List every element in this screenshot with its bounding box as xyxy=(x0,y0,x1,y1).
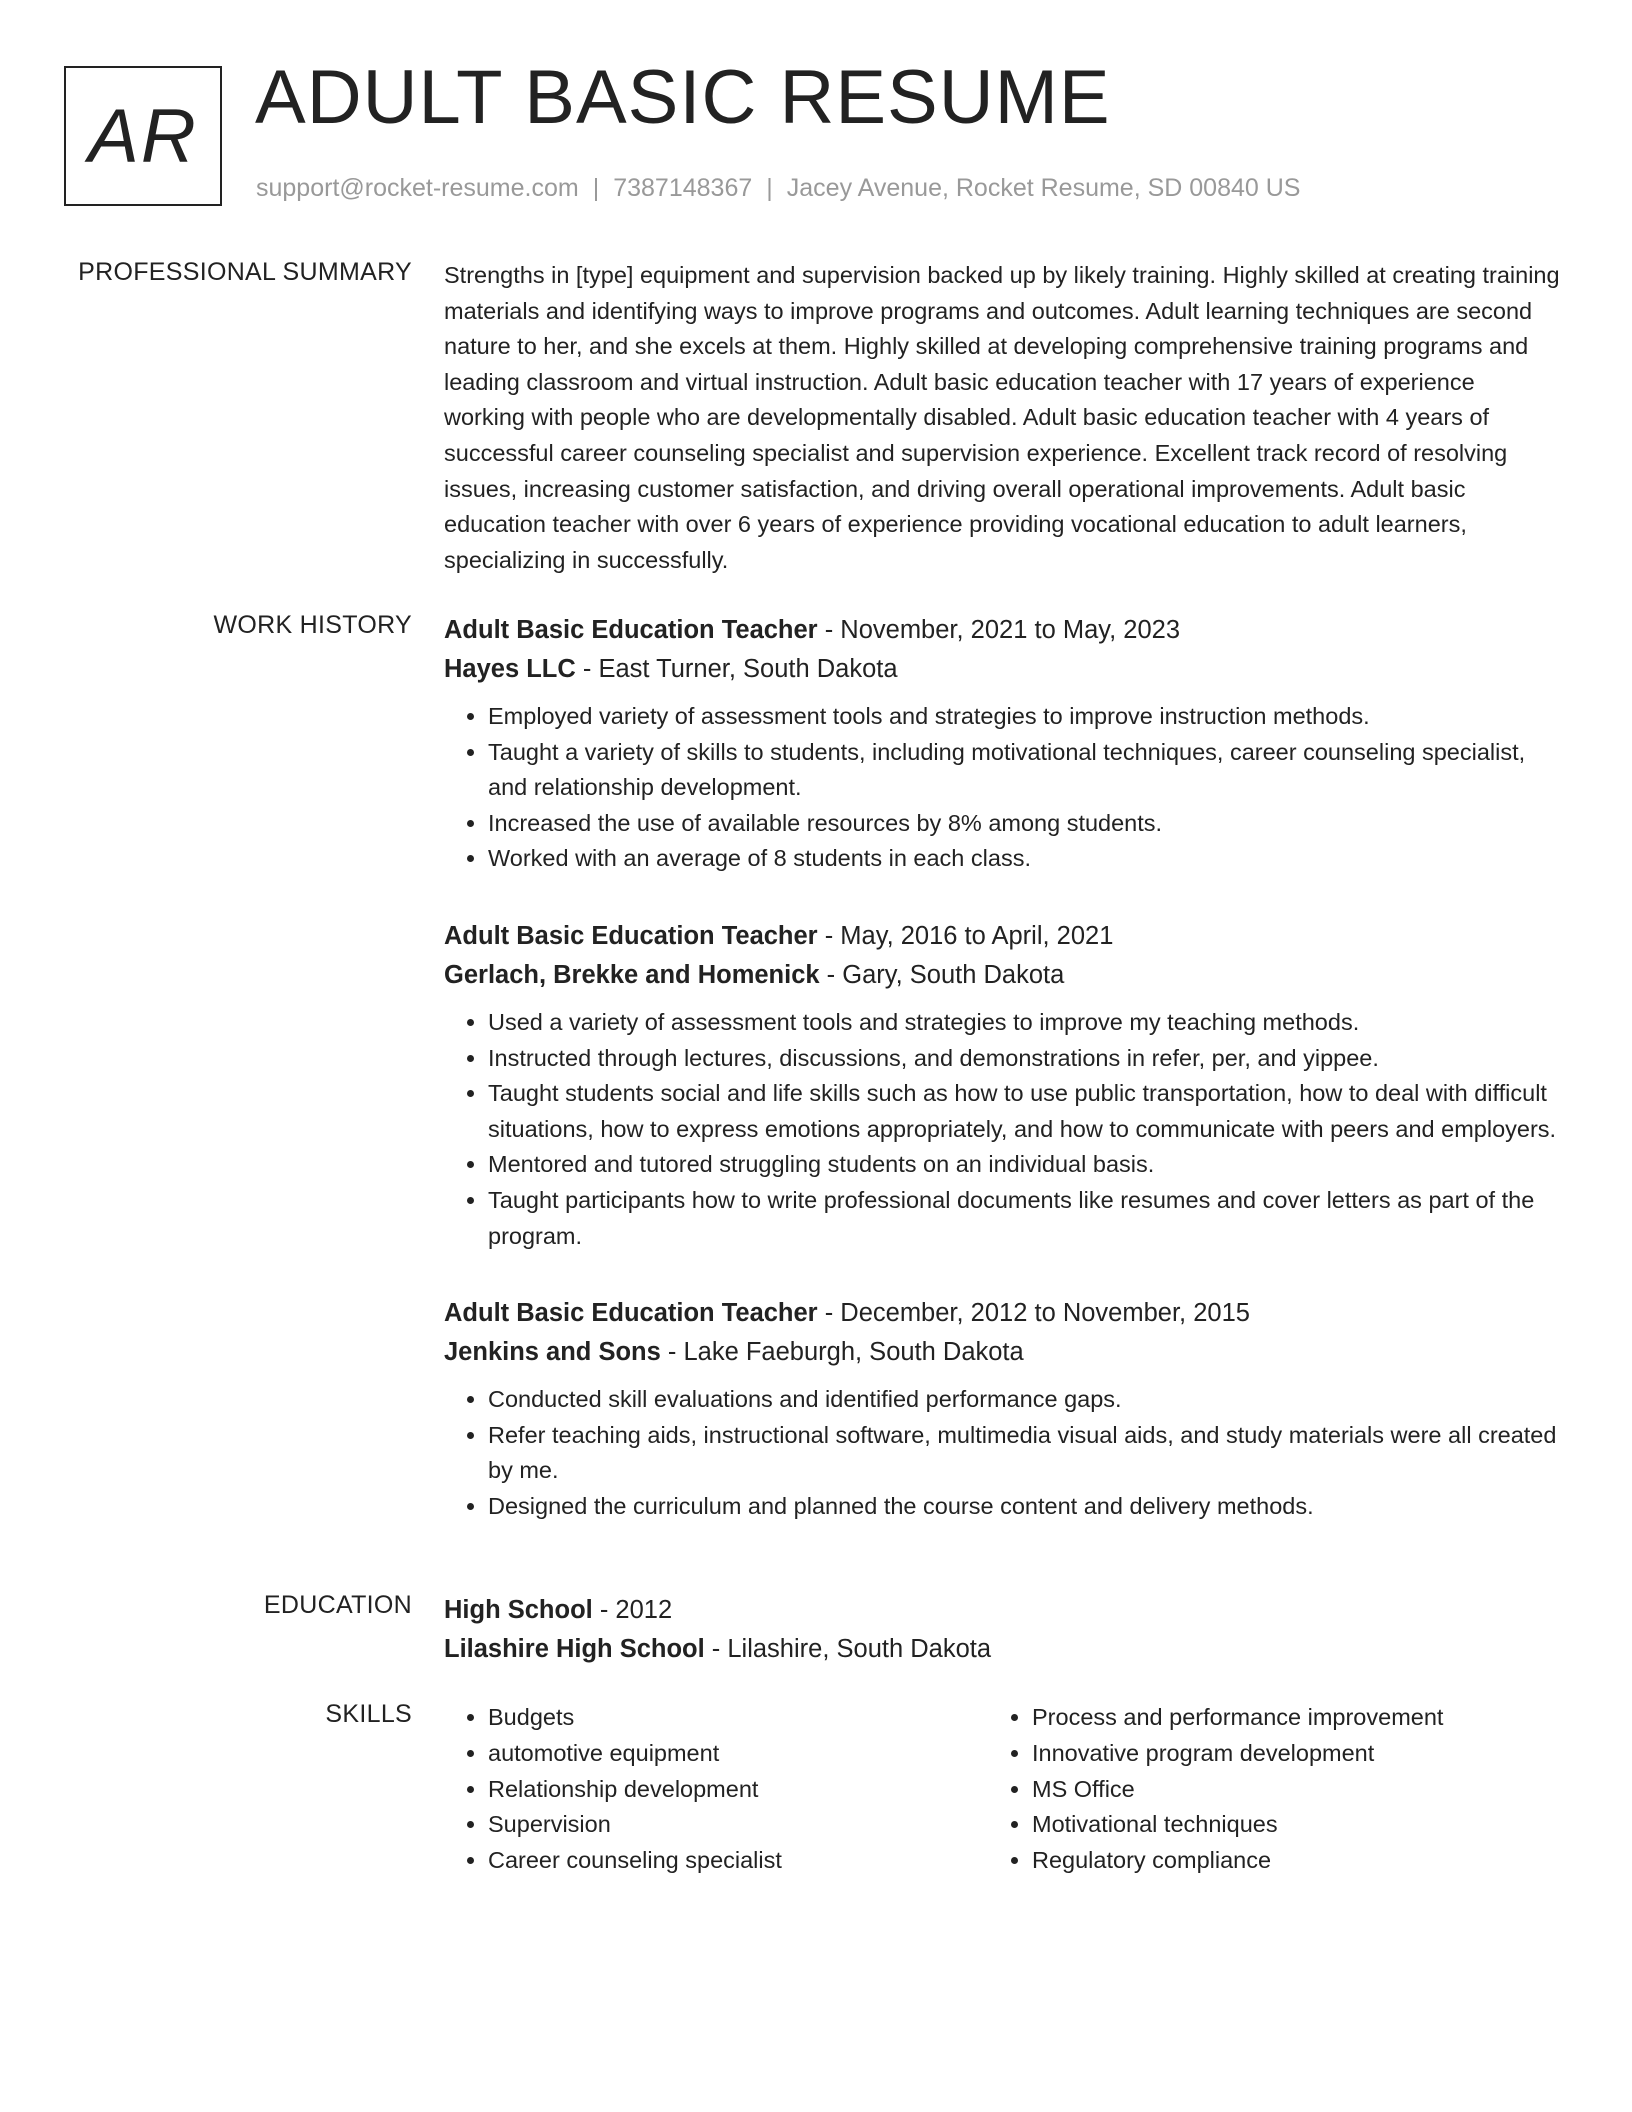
job-bullet-item: • Taught students social and life skills such as how to use public transportation, how to deal with difficult situations, how to express emotions appropriately, and how to communicate with peers and employers. xyxy=(488,1076,1560,1147)
job-title: Adult Basic Education Teacher xyxy=(444,616,818,644)
job-bullet-item: • Mentored and tutored struggling students on an individual basis. xyxy=(488,1147,1560,1183)
job-bullets xyxy=(444,1382,1560,1524)
job-dates: - November, 2021 to May, 2023 xyxy=(817,616,1181,644)
job-entry xyxy=(444,1294,1560,1524)
monogram-box xyxy=(64,66,222,206)
work-history-list xyxy=(444,611,1560,1565)
skills-heading: SKILLS xyxy=(325,1700,412,1728)
skill-item: • Process and performance improvement xyxy=(1032,1700,1532,1736)
education-school-line xyxy=(444,1629,1560,1669)
contact-line xyxy=(256,174,1300,203)
skills-list-left xyxy=(444,1700,988,1879)
job-bullet-item: • Employed variety of assessment tools and strategies to improve instruction methods. xyxy=(488,699,1560,735)
job-location: - East Turner, South Dakota xyxy=(575,655,898,683)
skills-list-right xyxy=(988,1700,1532,1879)
job-bullet-item: • Refer teaching aids, instructional software, multimedia visual aids, and study materials were all created by me. xyxy=(488,1418,1560,1489)
job-bullet-item: • Taught participants how to write professional documents like resumes and cover letters as part of the program. xyxy=(488,1183,1560,1254)
education-heading: EDUCATION xyxy=(263,1591,412,1619)
contact-email: support@rocket-resume.com xyxy=(256,174,579,202)
contact-phone: 7387148367 xyxy=(613,174,753,202)
education-school: Lilashire High School xyxy=(444,1635,705,1663)
skill-item: • MS Office xyxy=(1032,1772,1532,1808)
job-title: Adult Basic Education Teacher xyxy=(444,921,818,950)
skill-item: • Supervision xyxy=(488,1807,988,1843)
contact-address: Jacey Avenue, Rocket Resume, SD 00840 US xyxy=(786,174,1301,202)
skill-item: • automotive equipment xyxy=(488,1736,988,1772)
job-company: Gerlach, Brekke and Homenick xyxy=(444,960,820,989)
job-title-line xyxy=(444,1294,1560,1332)
summary-text: Strengths in [type] equipment and supervision backed up by likely training. Highly skilled at creating training materials and identifying ways to improve programs and outcomes. Adult learning techniques are second nature to her, and she excels at them. Highly skilled at developing comprehensive training programs and leading classroom and virtual instruction. Adult basic education teacher with 17 years of experience working with people who are developmentally disabled. Adult basic education teacher with 4 years of successful career counseling specialist and supervision experience. Excellent track record of resolving issues, increasing customer satisfaction, and driving overall operational improvements. Adult basic education teacher with over 6 years of experience providing vocational education to adult learners, specializing in successfully. xyxy=(444,262,1560,573)
contact-separator: | xyxy=(766,174,773,202)
job-location: - Gary, South Dakota xyxy=(819,960,1065,989)
job-dates: - December, 2012 to November, 2015 xyxy=(817,1299,1250,1328)
job-bullets xyxy=(444,699,1560,877)
job-bullet-item: • Taught a variety of skills to students, including motivational techniques, career counseling specialist, and relationship development. xyxy=(488,735,1560,806)
skill-item: • Career counseling specialist xyxy=(488,1843,988,1879)
education-year: - 2012 xyxy=(592,1596,673,1624)
job-location: - Lake Faeburgh, South Dakota xyxy=(660,1338,1024,1367)
work-history-heading: WORK HISTORY xyxy=(213,611,412,639)
job-company-line xyxy=(444,955,1560,995)
education-entry xyxy=(444,1591,1560,1669)
education-location: - Lilashire, South Dakota xyxy=(704,1635,992,1663)
summary-heading: PROFESSIONAL SUMMARY xyxy=(78,258,412,286)
resume-name: ADULT BASIC RESUME xyxy=(255,55,1111,140)
job-company: Hayes LLC xyxy=(444,655,576,683)
job-bullet-item: • Conducted skill evaluations and identified performance gaps. xyxy=(488,1382,1560,1418)
job-entry xyxy=(444,917,1560,1254)
skill-item: • Relationship development xyxy=(488,1772,988,1808)
job-title-line xyxy=(444,917,1560,955)
job-bullet-item: • Increased the use of available resources by 8% among students. xyxy=(488,806,1560,842)
skill-item: • Regulatory compliance xyxy=(1032,1843,1532,1879)
job-dates: - May, 2016 to April, 2021 xyxy=(817,921,1114,950)
skills-columns xyxy=(444,1700,1560,1879)
skill-item: • Motivational techniques xyxy=(1032,1807,1532,1843)
job-entry xyxy=(444,611,1560,877)
job-bullet-item: • Used a variety of assessment tools and strategies to improve my teaching methods. xyxy=(488,1005,1560,1041)
job-title: Adult Basic Education Teacher xyxy=(444,1299,818,1328)
job-company-line xyxy=(444,649,1560,689)
job-bullet-item: • Instructed through lectures, discussions, and demonstrations in refer, per, and yippee. xyxy=(488,1041,1560,1077)
job-bullets xyxy=(444,1005,1560,1254)
job-title-line xyxy=(444,611,1560,649)
job-bullet-item: • Designed the curriculum and planned the course content and delivery methods. xyxy=(488,1489,1560,1525)
job-company-line xyxy=(444,1332,1560,1372)
monogram-initials: AR xyxy=(88,93,198,179)
job-company: Jenkins and Sons xyxy=(444,1338,661,1367)
education-degree: High School xyxy=(444,1596,593,1624)
skill-item: • Budgets xyxy=(488,1700,988,1736)
contact-separator: | xyxy=(592,174,600,202)
education-degree-line xyxy=(444,1591,1560,1629)
skill-item: • Innovative program development xyxy=(1032,1736,1532,1772)
job-bullet-item: • Worked with an average of 8 students in each class. xyxy=(488,841,1560,877)
